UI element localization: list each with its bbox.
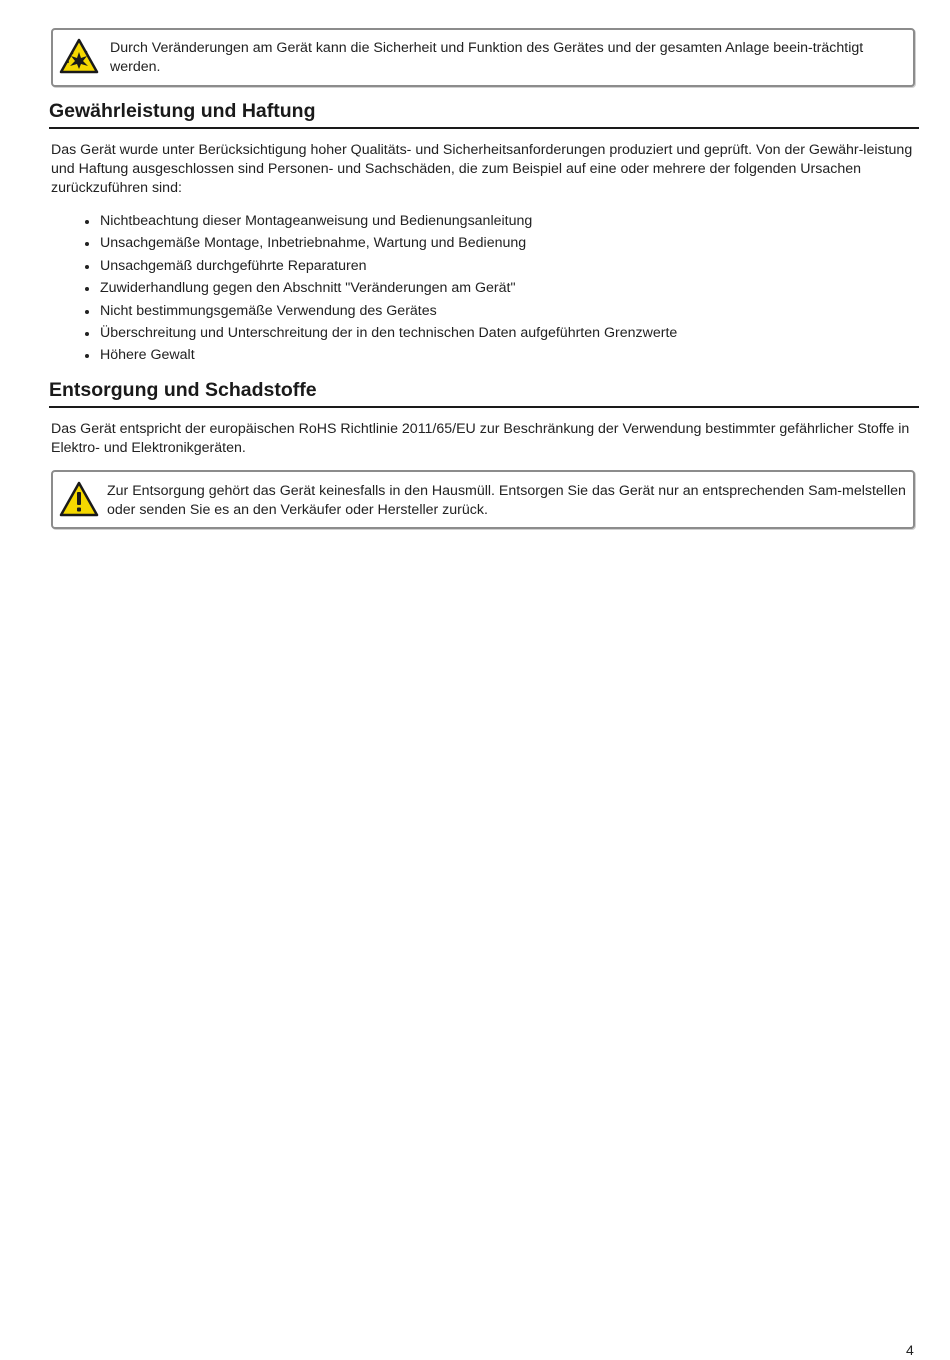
list-item: Nicht bestimmungsgemäße Verwendung des Gerätes xyxy=(0,300,677,322)
disposal-heading-rule xyxy=(49,406,919,408)
warranty-paragraph: Das Gerät wurde unter Berücksichtigung hoher Qualitäts- und Sicherheitsanforderungen produziert und geprüft. Von der Gewähr-leistung und Haftung ausgeschlossen sind Personen- und Sachschäden, die zum Beispiel auf eine oder mehrere der folgenden Ursachen zurückzuführen sind: xyxy=(51,142,913,196)
page-number: 4 xyxy=(906,1342,914,1358)
disposal-heading: Entsorgung und Schadstoffe xyxy=(49,379,317,401)
explosion-warning-icon xyxy=(59,38,99,74)
modification-warning-box xyxy=(51,28,915,87)
warranty-exclusions-list xyxy=(0,210,677,367)
warning-triangle-icon xyxy=(59,481,99,517)
disposal-warning-box xyxy=(51,470,915,529)
modification-warning-text: Durch Veränderungen am Gerät kann die Sicherheit und Funktion des Gerätes und der gesamten Anlage beein-trächtigt werden. xyxy=(110,40,864,75)
warranty-heading: Gewährleistung und Haftung xyxy=(49,100,316,122)
list-item: Nichtbeachtung dieser Montageanweisung und Bedienungsanleitung xyxy=(0,210,677,232)
list-item: Höhere Gewalt xyxy=(0,344,677,366)
list-item: Überschreitung und Unterschreitung der in den technischen Daten aufgeführten Grenzwerte xyxy=(0,322,677,344)
list-item: Unsachgemäße Montage, Inbetriebnahme, Wartung und Bedienung xyxy=(0,232,677,254)
disposal-warning-text: Zur Entsorgung gehört das Gerät keinesfalls in den Hausmüll. Entsorgen Sie das Gerät nur an entsprechenden Sam-melstellen oder senden Sie es an den Verkäufer oder Hersteller zurück. xyxy=(107,483,906,518)
warranty-heading-rule xyxy=(49,127,919,129)
disposal-paragraph: Das Gerät entspricht der europäischen RoHS Richtlinie 2011/65/EU zur Beschränkung der Verwendung bestimmter gefährlicher Stoffe in Elektro- und Elektronikgeräten. xyxy=(51,421,910,456)
list-item: Zuwiderhandlung gegen den Abschnitt "Veränderungen am Gerät" xyxy=(0,277,677,299)
list-item: Unsachgemäß durchgeführte Reparaturen xyxy=(0,255,677,277)
